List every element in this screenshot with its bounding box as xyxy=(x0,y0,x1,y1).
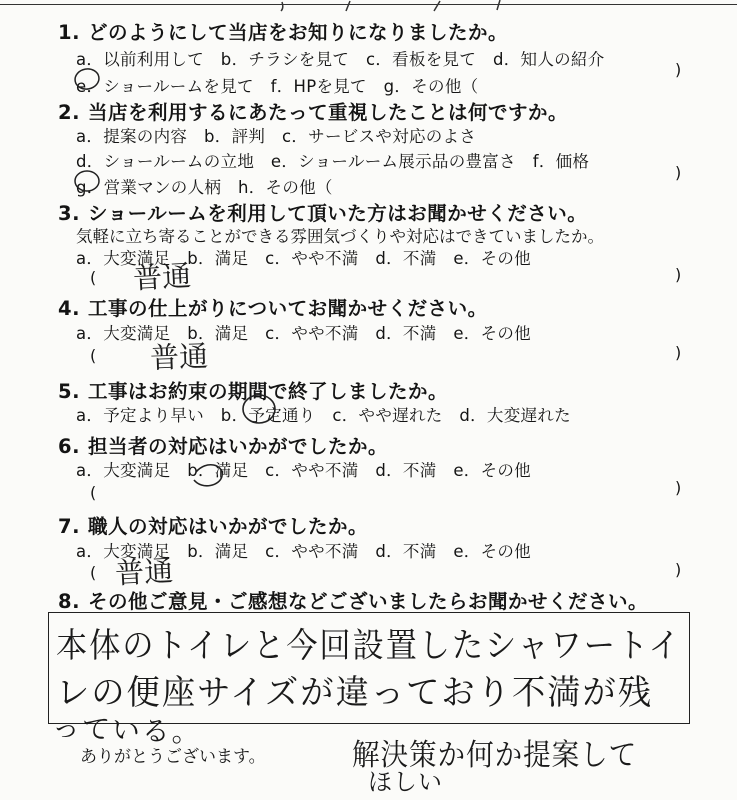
q6-open-paren: ( xyxy=(90,483,97,502)
question-2: 2. 当店を利用するにあたって重視したことは何ですか。 xyxy=(58,101,569,124)
q3-handwritten-answer: 普通 xyxy=(132,258,192,296)
q2-options-line3: g．営業マンの人柄 h．その他（ xyxy=(76,178,333,197)
question-3: 3. ショールームを利用して頂いた方はお聞かせください。 xyxy=(58,202,588,225)
extra-handwritten-note-2: ほしい xyxy=(368,768,443,796)
comment-line-3: っている。 xyxy=(51,711,203,750)
q4-handwritten-answer: 普通 xyxy=(149,338,209,376)
q3-close-paren: ) xyxy=(675,265,682,284)
question-8: 8. その他ご意見・ご感想などございましたらお聞かせください。 xyxy=(58,590,649,613)
question-7: 7. 職人の対応はいかがでしたか。 xyxy=(58,515,369,538)
question-2-text: 当店を利用するにあたって重視したことは何ですか。 xyxy=(88,101,569,124)
q2-options-line2: d．ショールームの立地 e．ショールーム展示品の豊富さ f．価格 xyxy=(76,152,590,171)
question-8-text: その他ご意見・ご感想などございましたらお聞かせください。 xyxy=(88,590,649,613)
circle-mark-q1-e xyxy=(73,67,100,91)
question-5: 5. 工事はお約束の期間で終了しましたか。 xyxy=(58,380,449,403)
q7-options: a．大変満足 b．満足 c．やや不満 d．不満 e．その他 xyxy=(76,542,531,561)
thanks-text: ありがとうございます。 xyxy=(80,747,266,767)
question-5-text: 工事はお約束の期間で終了しましたか。 xyxy=(88,380,449,403)
q1-close-paren: ) xyxy=(675,60,682,79)
q3-options: a．大変満足 b．満足 c．やや不満 d．不満 e．その他 xyxy=(76,249,531,268)
q6-close-paren: ) xyxy=(675,478,682,497)
circle-mark-q6-a xyxy=(194,465,222,486)
circle-mark-q5-b xyxy=(243,395,275,423)
question-6-text: 担当者の対応はいかがでしたか。 xyxy=(88,435,389,458)
extra-handwritten-note: 解決策か何か提案して xyxy=(352,738,638,773)
q3-open-paren: ( xyxy=(90,268,97,287)
q4-options: a．大変満足 b．満足 c．やや不満 d．不満 e．その他 xyxy=(76,324,531,343)
question-4-text: 工事の仕上がりについてお聞かせください。 xyxy=(88,297,488,320)
comment-line-2: レの便座サイズが違っており不満が残 xyxy=(56,673,654,713)
top-scribble-marks xyxy=(281,0,500,11)
question-3-text: ショールームを利用して頂いた方はお聞かせください。 xyxy=(88,202,588,225)
q1-options-line2: e．ショールームを見て f．HPを見て g．その他（ xyxy=(76,77,479,96)
question-6: 6. 担当者の対応はいかがでしたか。 xyxy=(58,435,389,458)
q3-subtext: 気軽に立ち寄ることができる雰囲気づくりや対応はできていましたか。 xyxy=(76,227,604,246)
q1-options-line1: a．以前利用して b．チラシを見て c．看板を見て d．知人の紹介 xyxy=(76,50,605,69)
question-1: 1. どのようにして当店をお知りになりましたか。 xyxy=(58,21,509,44)
q7-close-paren: ) xyxy=(675,560,682,579)
q7-open-paren: ( xyxy=(90,563,97,582)
circle-mark-q2-g xyxy=(75,171,99,191)
question-4: 4. 工事の仕上がりについてお聞かせください。 xyxy=(58,297,488,320)
q4-close-paren: ) xyxy=(675,343,682,362)
question-7-text: 職人の対応はいかがでしたか。 xyxy=(88,515,369,538)
question-1-text: どのようにして当店をお知りになりましたか。 xyxy=(88,21,509,44)
comment-line-1: 本体のトイレと今回設置したシャワートイ xyxy=(56,626,682,666)
q2-options-line1: a．提案の内容 b．評判 c．サービスや対応のよさ xyxy=(76,127,477,146)
q5-options: a．予定より早い b．予定通り c．やや遅れた d．大変遅れた xyxy=(76,406,571,425)
q4-open-paren: ( xyxy=(90,346,97,365)
q2-close-paren: ) xyxy=(675,163,682,182)
q7-handwritten-answer: 普通 xyxy=(114,553,174,591)
q6-options: a．大変満足 b．満足 c．やや不満 d．不満 e．その他 xyxy=(76,461,531,480)
